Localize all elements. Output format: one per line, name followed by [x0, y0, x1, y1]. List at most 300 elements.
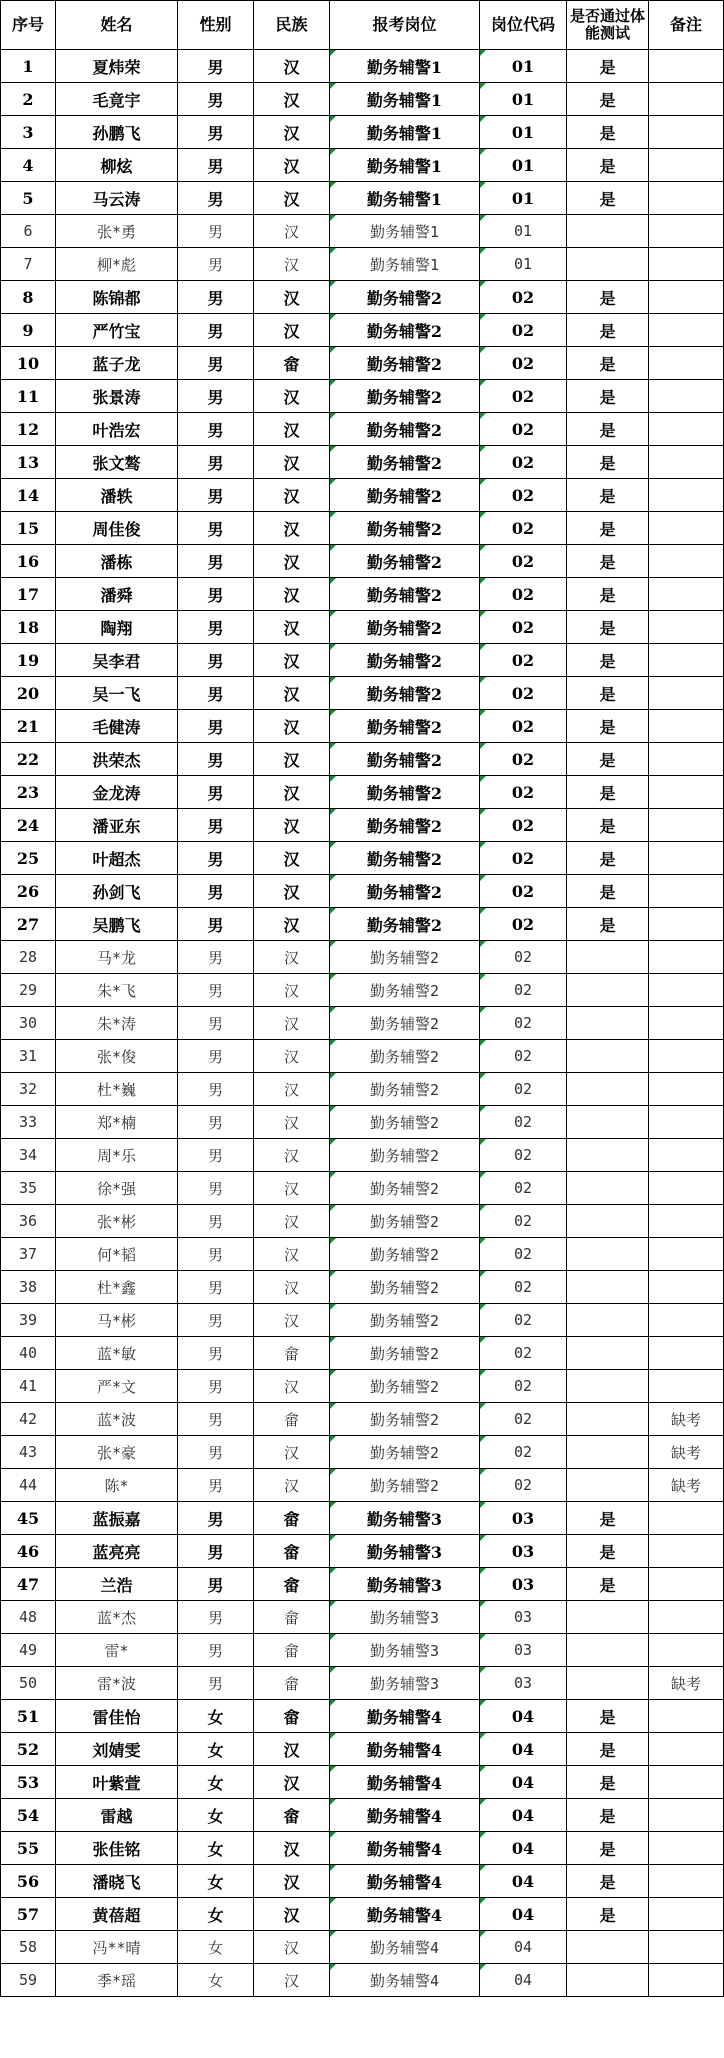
cell-ethnic: 汉	[254, 1007, 330, 1040]
cell-no: 54	[1, 1799, 56, 1832]
cell-post: 勤务辅警3	[330, 1667, 480, 1700]
cell-gender: 女	[178, 1931, 254, 1964]
cell-no: 27	[1, 908, 56, 941]
cell-no: 13	[1, 446, 56, 479]
cell-pass: 是	[567, 1898, 649, 1931]
cell-name: 张文骜	[56, 446, 178, 479]
cell-gender: 男	[178, 1106, 254, 1139]
cell-pass: 是	[567, 182, 649, 215]
cell-no: 1	[1, 50, 56, 83]
cell-post: 勤务辅警4	[330, 1799, 480, 1832]
cell-pass: 是	[567, 347, 649, 380]
table-row	[1, 875, 724, 908]
cell-post: 勤务辅警4	[330, 1832, 480, 1865]
cell-post: 勤务辅警1	[330, 215, 480, 248]
cell-gender: 男	[178, 446, 254, 479]
cell-gender: 女	[178, 1832, 254, 1865]
cell-ethnic: 汉	[254, 83, 330, 116]
cell-post: 勤务辅警2	[330, 1238, 480, 1271]
table-row	[1, 1073, 724, 1106]
cell-name: 潘轶	[56, 479, 178, 512]
cell-post: 勤务辅警3	[330, 1601, 480, 1634]
cell-code: 02	[480, 611, 567, 644]
cell-no: 38	[1, 1271, 56, 1304]
cell-gender: 男	[178, 347, 254, 380]
table-row	[1, 1898, 724, 1931]
cell-code: 04	[480, 1700, 567, 1733]
cell-name: 周佳俊	[56, 512, 178, 545]
cell-code: 04	[480, 1799, 567, 1832]
cell-ethnic: 汉	[254, 413, 330, 446]
cell-gender: 男	[178, 1535, 254, 1568]
header-ethnic: 民族	[254, 1, 330, 50]
header-post: 报考岗位	[330, 1, 480, 50]
cell-post: 勤务辅警2	[330, 1073, 480, 1106]
cell-note	[649, 1370, 724, 1403]
cell-gender: 女	[178, 1898, 254, 1931]
cell-post: 勤务辅警2	[330, 809, 480, 842]
cell-code: 01	[480, 248, 567, 281]
cell-pass: 是	[567, 1865, 649, 1898]
cell-code: 01	[480, 83, 567, 116]
cell-code: 02	[480, 1172, 567, 1205]
cell-note	[649, 710, 724, 743]
cell-gender: 男	[178, 1469, 254, 1502]
cell-ethnic: 汉	[254, 1271, 330, 1304]
cell-post: 勤务辅警2	[330, 1370, 480, 1403]
cell-name: 叶紫萱	[56, 1766, 178, 1799]
table-row	[1, 1370, 724, 1403]
cell-ethnic: 汉	[254, 1766, 330, 1799]
cell-pass: 是	[567, 116, 649, 149]
cell-gender: 男	[178, 1040, 254, 1073]
table-row	[1, 1106, 724, 1139]
cell-code: 01	[480, 116, 567, 149]
cell-no: 30	[1, 1007, 56, 1040]
cell-code: 02	[480, 908, 567, 941]
cell-name: 潘亚东	[56, 809, 178, 842]
cell-gender: 男	[178, 83, 254, 116]
cell-pass	[567, 215, 649, 248]
cell-post: 勤务辅警2	[330, 1304, 480, 1337]
cell-ethnic: 汉	[254, 380, 330, 413]
cell-name: 张*俊	[56, 1040, 178, 1073]
cell-name: 吴鹏飞	[56, 908, 178, 941]
cell-ethnic: 汉	[254, 1370, 330, 1403]
cell-no: 12	[1, 413, 56, 446]
cell-gender: 男	[178, 809, 254, 842]
cell-gender: 男	[178, 50, 254, 83]
cell-no: 49	[1, 1634, 56, 1667]
cell-pass: 是	[567, 875, 649, 908]
cell-name: 黄蓓超	[56, 1898, 178, 1931]
cell-no: 7	[1, 248, 56, 281]
cell-ethnic: 汉	[254, 1139, 330, 1172]
cell-no: 2	[1, 83, 56, 116]
cell-code: 04	[480, 1964, 567, 1997]
cell-post: 勤务辅警3	[330, 1568, 480, 1601]
cell-gender: 男	[178, 578, 254, 611]
cell-ethnic: 汉	[254, 512, 330, 545]
cell-note	[649, 1601, 724, 1634]
cell-note	[649, 380, 724, 413]
cell-code: 02	[480, 776, 567, 809]
cell-pass: 是	[567, 1733, 649, 1766]
cell-gender: 女	[178, 1865, 254, 1898]
cell-post: 勤务辅警2	[330, 1040, 480, 1073]
cell-no: 4	[1, 149, 56, 182]
cell-note	[649, 248, 724, 281]
cell-gender: 女	[178, 1700, 254, 1733]
cell-name: 洪荣杰	[56, 743, 178, 776]
cell-post: 勤务辅警4	[330, 1733, 480, 1766]
cell-code: 01	[480, 50, 567, 83]
cell-note	[649, 1799, 724, 1832]
table-row	[1, 1271, 724, 1304]
cell-pass: 是	[567, 380, 649, 413]
cell-ethnic: 汉	[254, 1436, 330, 1469]
cell-note	[649, 1007, 724, 1040]
cell-name: 朱*涛	[56, 1007, 178, 1040]
cell-code: 02	[480, 1337, 567, 1370]
cell-no: 57	[1, 1898, 56, 1931]
cell-note	[649, 1238, 724, 1271]
cell-name: 柳*彪	[56, 248, 178, 281]
cell-code: 01	[480, 215, 567, 248]
cell-ethnic: 汉	[254, 974, 330, 1007]
cell-note	[649, 116, 724, 149]
cell-note	[649, 1502, 724, 1535]
cell-gender: 男	[178, 1139, 254, 1172]
cell-code: 03	[480, 1535, 567, 1568]
cell-post: 勤务辅警2	[330, 842, 480, 875]
cell-code: 04	[480, 1865, 567, 1898]
cell-post: 勤务辅警4	[330, 1766, 480, 1799]
cell-code: 02	[480, 1106, 567, 1139]
cell-name: 刘婧雯	[56, 1733, 178, 1766]
cell-code: 02	[480, 314, 567, 347]
cell-post: 勤务辅警2	[330, 1007, 480, 1040]
cell-post: 勤务辅警2	[330, 281, 480, 314]
table-row	[1, 1964, 724, 1997]
cell-no: 29	[1, 974, 56, 1007]
cell-post: 勤务辅警1	[330, 182, 480, 215]
cell-note	[649, 677, 724, 710]
cell-no: 48	[1, 1601, 56, 1634]
cell-code: 02	[480, 1007, 567, 1040]
cell-code: 02	[480, 743, 567, 776]
cell-note	[649, 479, 724, 512]
cell-post: 勤务辅警2	[330, 974, 480, 1007]
table-row	[1, 1832, 724, 1865]
cell-gender: 男	[178, 1238, 254, 1271]
cell-code: 02	[480, 413, 567, 446]
cell-gender: 男	[178, 908, 254, 941]
cell-gender: 男	[178, 1007, 254, 1040]
cell-name: 季*瑶	[56, 1964, 178, 1997]
cell-gender: 男	[178, 545, 254, 578]
cell-pass	[567, 1106, 649, 1139]
cell-note	[649, 446, 724, 479]
cell-ethnic: 汉	[254, 1931, 330, 1964]
table-row	[1, 1601, 724, 1634]
cell-no: 45	[1, 1502, 56, 1535]
cell-post: 勤务辅警2	[330, 611, 480, 644]
cell-pass: 是	[567, 314, 649, 347]
cell-code: 02	[480, 941, 567, 974]
cell-no: 59	[1, 1964, 56, 1997]
cell-pass: 是	[567, 677, 649, 710]
cell-name: 雷*	[56, 1634, 178, 1667]
cell-pass: 是	[567, 512, 649, 545]
cell-name: 兰浩	[56, 1568, 178, 1601]
cell-post: 勤务辅警2	[330, 1172, 480, 1205]
cell-ethnic: 汉	[254, 1205, 330, 1238]
cell-name: 冯**晴	[56, 1931, 178, 1964]
cell-ethnic: 汉	[254, 743, 330, 776]
cell-ethnic: 汉	[254, 776, 330, 809]
table-row	[1, 1139, 724, 1172]
table-row	[1, 1040, 724, 1073]
cell-name: 夏炜荣	[56, 50, 178, 83]
cell-note	[649, 1898, 724, 1931]
cell-post: 勤务辅警1	[330, 248, 480, 281]
cell-no: 23	[1, 776, 56, 809]
cell-post: 勤务辅警4	[330, 1865, 480, 1898]
cell-post: 勤务辅警2	[330, 1337, 480, 1370]
cell-ethnic: 汉	[254, 446, 330, 479]
table-row	[1, 611, 724, 644]
cell-no: 40	[1, 1337, 56, 1370]
cell-name: 徐*强	[56, 1172, 178, 1205]
table-row	[1, 248, 724, 281]
cell-ethnic: 汉	[254, 281, 330, 314]
table-row	[1, 1205, 724, 1238]
cell-code: 02	[480, 1469, 567, 1502]
cell-post: 勤务辅警1	[330, 116, 480, 149]
cell-no: 31	[1, 1040, 56, 1073]
header-code: 岗位代码	[480, 1, 567, 50]
table-row	[1, 578, 724, 611]
cell-name: 何*韬	[56, 1238, 178, 1271]
cell-no: 15	[1, 512, 56, 545]
cell-gender: 女	[178, 1733, 254, 1766]
cell-gender: 女	[178, 1799, 254, 1832]
table-row	[1, 479, 724, 512]
cell-pass: 是	[567, 578, 649, 611]
cell-code: 02	[480, 1139, 567, 1172]
cell-no: 21	[1, 710, 56, 743]
cell-post: 勤务辅警1	[330, 149, 480, 182]
cell-note	[649, 1733, 724, 1766]
cell-no: 44	[1, 1469, 56, 1502]
cell-pass	[567, 1964, 649, 1997]
cell-code: 02	[480, 446, 567, 479]
cell-post: 勤务辅警3	[330, 1634, 480, 1667]
cell-ethnic: 汉	[254, 50, 330, 83]
cell-name: 吴一飞	[56, 677, 178, 710]
table-row	[1, 776, 724, 809]
cell-pass: 是	[567, 842, 649, 875]
table-row	[1, 1172, 724, 1205]
cell-post: 勤务辅警3	[330, 1535, 480, 1568]
cell-name: 潘栋	[56, 545, 178, 578]
cell-gender: 男	[178, 1502, 254, 1535]
cell-pass	[567, 1469, 649, 1502]
table-row	[1, 50, 724, 83]
table-row	[1, 1733, 724, 1766]
cell-name: 蓝亮亮	[56, 1535, 178, 1568]
table-row	[1, 380, 724, 413]
cell-post: 勤务辅警2	[330, 1205, 480, 1238]
cell-gender: 男	[178, 1403, 254, 1436]
cell-name: 孙鹏飞	[56, 116, 178, 149]
cell-no: 42	[1, 1403, 56, 1436]
table-row	[1, 1337, 724, 1370]
cell-post: 勤务辅警2	[330, 644, 480, 677]
cell-pass	[567, 1172, 649, 1205]
cell-ethnic: 汉	[254, 809, 330, 842]
cell-name: 吴李君	[56, 644, 178, 677]
cell-pass	[567, 1370, 649, 1403]
cell-pass	[567, 1007, 649, 1040]
cell-note	[649, 1106, 724, 1139]
cell-gender: 男	[178, 1271, 254, 1304]
cell-note	[649, 743, 724, 776]
cell-post: 勤务辅警1	[330, 83, 480, 116]
cell-code: 03	[480, 1667, 567, 1700]
cell-pass: 是	[567, 809, 649, 842]
cell-code: 01	[480, 149, 567, 182]
cell-post: 勤务辅警2	[330, 545, 480, 578]
cell-gender: 男	[178, 776, 254, 809]
cell-pass: 是	[567, 149, 649, 182]
cell-no: 28	[1, 941, 56, 974]
cell-post: 勤务辅警2	[330, 1403, 480, 1436]
cell-note	[649, 1073, 724, 1106]
cell-ethnic: 畲	[254, 1601, 330, 1634]
table-row	[1, 1436, 724, 1469]
cell-gender: 男	[178, 380, 254, 413]
cell-gender: 男	[178, 1304, 254, 1337]
cell-ethnic: 汉	[254, 116, 330, 149]
cell-gender: 男	[178, 281, 254, 314]
table-row	[1, 1469, 724, 1502]
cell-ethnic: 畲	[254, 1568, 330, 1601]
cell-note	[649, 611, 724, 644]
cell-name: 杜*巍	[56, 1073, 178, 1106]
cell-no: 26	[1, 875, 56, 908]
cell-note	[649, 545, 724, 578]
cell-name: 马*龙	[56, 941, 178, 974]
cell-no: 25	[1, 842, 56, 875]
cell-note	[649, 842, 724, 875]
cell-gender: 男	[178, 1073, 254, 1106]
cell-note	[649, 149, 724, 182]
cell-code: 02	[480, 1073, 567, 1106]
cell-no: 6	[1, 215, 56, 248]
cell-pass: 是	[567, 710, 649, 743]
cell-name: 张佳铭	[56, 1832, 178, 1865]
cell-code: 02	[480, 710, 567, 743]
cell-code: 04	[480, 1733, 567, 1766]
cell-no: 52	[1, 1733, 56, 1766]
cell-no: 46	[1, 1535, 56, 1568]
table-row	[1, 512, 724, 545]
cell-ethnic: 汉	[254, 1304, 330, 1337]
cell-pass: 是	[567, 1535, 649, 1568]
table-row	[1, 1007, 724, 1040]
cell-pass	[567, 1403, 649, 1436]
cell-pass	[567, 1667, 649, 1700]
cell-note	[649, 1931, 724, 1964]
table-row	[1, 908, 724, 941]
cell-ethnic: 汉	[254, 710, 330, 743]
table-row	[1, 1238, 724, 1271]
cell-name: 马云涛	[56, 182, 178, 215]
cell-gender: 男	[178, 116, 254, 149]
table-row	[1, 347, 724, 380]
cell-no: 22	[1, 743, 56, 776]
cell-gender: 男	[178, 1370, 254, 1403]
cell-name: 周*乐	[56, 1139, 178, 1172]
cell-no: 50	[1, 1667, 56, 1700]
cell-post: 勤务辅警4	[330, 1898, 480, 1931]
cell-note	[649, 1205, 724, 1238]
cell-ethnic: 汉	[254, 677, 330, 710]
cell-no: 11	[1, 380, 56, 413]
cell-code: 04	[480, 1898, 567, 1931]
cell-no: 33	[1, 1106, 56, 1139]
cell-no: 9	[1, 314, 56, 347]
header-no: 序号	[1, 1, 56, 50]
cell-pass	[567, 1601, 649, 1634]
table-row	[1, 83, 724, 116]
cell-gender: 女	[178, 1964, 254, 1997]
cell-name: 潘晓飞	[56, 1865, 178, 1898]
cell-pass: 是	[567, 611, 649, 644]
cell-no: 43	[1, 1436, 56, 1469]
cell-post: 勤务辅警2	[330, 875, 480, 908]
cell-pass: 是	[567, 413, 649, 446]
table-row	[1, 1931, 724, 1964]
table-row	[1, 182, 724, 215]
cell-note	[649, 1139, 724, 1172]
cell-note	[649, 974, 724, 1007]
cell-pass	[567, 1271, 649, 1304]
cell-ethnic: 畲	[254, 1535, 330, 1568]
cell-gender: 男	[178, 1436, 254, 1469]
cell-note	[649, 83, 724, 116]
table-row	[1, 413, 724, 446]
cell-ethnic: 汉	[254, 578, 330, 611]
cell-note	[649, 1271, 724, 1304]
cell-pass: 是	[567, 446, 649, 479]
cell-no: 19	[1, 644, 56, 677]
cell-pass: 是	[567, 545, 649, 578]
table-row	[1, 1865, 724, 1898]
cell-gender: 男	[178, 1601, 254, 1634]
cell-name: 潘舜	[56, 578, 178, 611]
table-row	[1, 281, 724, 314]
cell-note	[649, 1337, 724, 1370]
cell-name: 严竹宝	[56, 314, 178, 347]
cell-ethnic: 汉	[254, 875, 330, 908]
cell-name: 蓝子龙	[56, 347, 178, 380]
table-row	[1, 314, 724, 347]
cell-pass: 是	[567, 1799, 649, 1832]
cell-no: 53	[1, 1766, 56, 1799]
